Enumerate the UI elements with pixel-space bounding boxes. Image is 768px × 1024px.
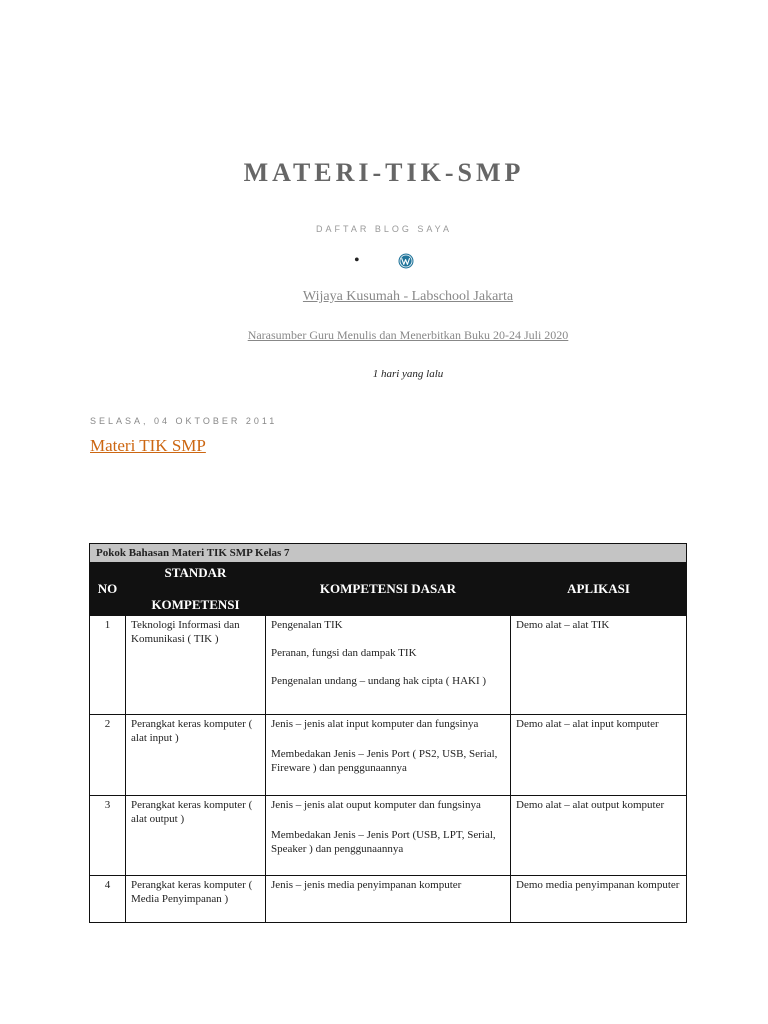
materi-table: [89, 543, 687, 923]
post-title-link[interactable]: Materi TIK SMP: [90, 436, 206, 455]
header-kompetensi-dasar: KOMPETENSI DASAR: [266, 563, 511, 616]
kd-item: Peranan, fungsi dan dampak TIK: [271, 647, 417, 659]
row-standar: Perangkat keras komputer ( alat output ): [126, 796, 266, 876]
table-row: [90, 715, 687, 796]
blogroll-link[interactable]: Wijaya Kusumah - Labschool Jakarta: [302, 289, 514, 304]
table-row: [90, 796, 687, 876]
kd-item: Pengenalan TIK: [271, 619, 343, 631]
row-no: 2: [90, 715, 126, 796]
row-aplikasi: Demo alat – alat input komputer: [511, 715, 687, 796]
row-kompetensi-dasar: [266, 796, 511, 876]
row-no: 1: [90, 616, 126, 715]
row-kompetensi-dasar: [266, 876, 511, 923]
row-standar: Teknologi Informasi dan Komunikasi ( TIK ): [126, 616, 266, 715]
header-standar-kompetensi: [126, 563, 266, 616]
header-standar-line1: STANDAR: [164, 565, 227, 580]
row-aplikasi: Demo media penyimpanan komputer: [511, 876, 687, 923]
header-no: NO: [90, 563, 126, 616]
row-aplikasi: Demo alat – alat TIK: [511, 616, 687, 715]
header-standar-line2: KOMPETENSI: [151, 597, 240, 612]
blogroll-item: [354, 252, 434, 272]
kd-item: Membedakan Jenis – Jenis Port ( PS2, USB, Serial, Fireware ) dan penggunaannya: [271, 748, 498, 774]
row-aplikasi: Demo alat – alat output komputer: [511, 796, 687, 876]
row-kompetensi-dasar: [266, 616, 511, 715]
blogroll-post-link[interactable]: Narasumber Guru Menulis dan Menerbitkan Buku 20-24 Juli 2020: [247, 328, 569, 342]
kd-item: Jenis – jenis alat ouput komputer dan fungsinya: [271, 799, 481, 811]
row-kompetensi-dasar: [266, 715, 511, 796]
table-row: [90, 616, 687, 715]
blogroll-time: 1 hari yang lalu: [372, 368, 444, 380]
wordpress-icon[interactable]: [398, 253, 414, 269]
table-row: [90, 876, 687, 923]
blogroll-header: DAFTAR BLOG SAYA: [315, 224, 453, 234]
row-no: 4: [90, 876, 126, 923]
bullet: •: [354, 252, 360, 269]
row-standar: Perangkat keras komputer ( Media Penyimpanan ): [126, 876, 266, 923]
blog-title[interactable]: MATERI-TIK-SMP: [243, 158, 525, 187]
kd-item: Membedakan Jenis – Jenis Port (USB, LPT, Serial, Speaker ) dan penggunaannya: [271, 829, 496, 855]
post-date: SELASA, 04 OKTOBER 2011: [90, 416, 278, 426]
row-standar: Perangkat keras komputer ( alat input ): [126, 715, 266, 796]
header-aplikasi: APLIKASI: [511, 563, 687, 616]
row-no: 3: [90, 796, 126, 876]
table-caption: Pokok Bahasan Materi TIK SMP Kelas 7: [90, 544, 687, 563]
kd-item: Jenis – jenis alat input komputer dan fungsinya: [271, 718, 479, 730]
kd-item: Pengenalan undang – undang hak cipta ( HAKI ): [271, 675, 487, 687]
kd-item: Jenis – jenis media penyimpanan komputer: [271, 879, 462, 891]
